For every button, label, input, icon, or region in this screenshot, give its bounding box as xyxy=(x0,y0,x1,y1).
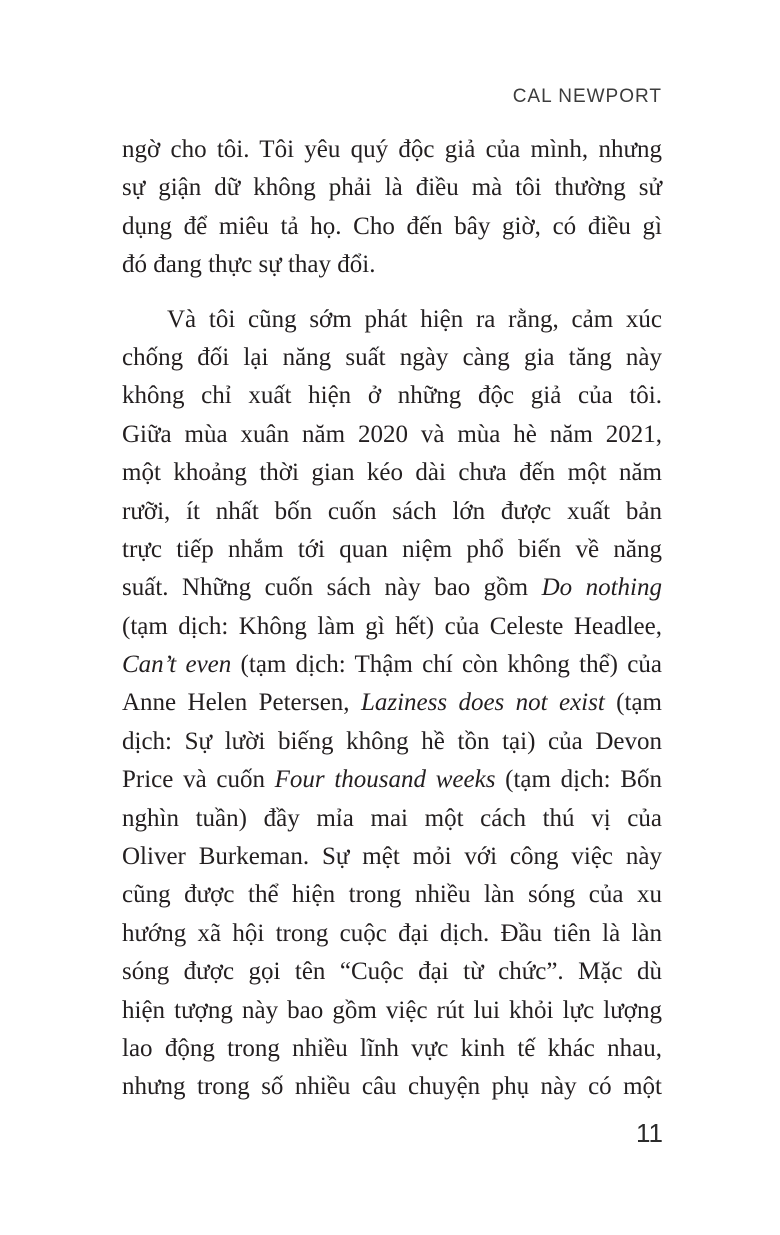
text-line xyxy=(122,992,662,1030)
text-segment: đó đang thực sự thay đổi. xyxy=(122,251,376,279)
text-line xyxy=(122,416,662,454)
text-segment: (tạm dịch: Thậm chí còn không thể) của xyxy=(231,651,662,679)
text-line xyxy=(122,569,662,607)
text-segment: cũng được thể hiện trong nhiều làn sóng của xu xyxy=(122,881,662,909)
text-segment: (tạm dịch: Không làm gì hết) của Celeste Headlee, xyxy=(122,612,662,640)
text-segment: không chỉ xuất hiện ở những độc giả của tôi. xyxy=(122,382,662,410)
text-line xyxy=(122,953,662,991)
text-segment: dịch: Sự lười biếng không hề tồn tại) của Devon xyxy=(122,727,662,755)
text-segment: (tạm xyxy=(604,689,662,717)
text-line xyxy=(122,493,662,531)
text-segment: dụng để miêu tả họ. Cho đến bây giờ, có điều gì xyxy=(122,212,662,240)
running-header-author: CAL NEWPORT xyxy=(512,86,662,107)
text-segment: sự giận dữ không phải là điều mà tôi thường sử xyxy=(122,174,662,202)
text-line xyxy=(122,454,662,492)
text-line xyxy=(122,531,662,569)
text-segment: Giữa mùa xuân năm 2020 và mùa hè năm 2021, xyxy=(122,420,662,448)
text-line xyxy=(122,608,662,646)
text-segment: chống đối lại năng suất ngày càng gia tăng này xyxy=(122,343,662,371)
book-title-italic: Do nothing xyxy=(541,574,662,602)
text-segment: suất. Những cuốn sách này bao gồm xyxy=(122,574,542,602)
text-line xyxy=(122,208,662,246)
text-segment: nhưng trong số nhiều câu chuyện phụ này có một xyxy=(122,1073,662,1101)
text-segment: ngờ cho tôi. Tôi yêu quý độc giả của mình, nhưng xyxy=(122,136,662,163)
text-segment: lao động trong nhiều lĩnh vực kinh tế khác nhau, xyxy=(122,1034,662,1062)
text-segment: rưỡi, ít nhất bốn cuốn sách lớn được xuất bản xyxy=(122,497,662,525)
body-text xyxy=(122,131,662,1107)
text-segment: trực tiếp nhắm tới quan niệm phổ biến về năng xyxy=(122,535,662,563)
text-line xyxy=(122,800,662,838)
text-segment: nghìn tuần) đầy mỉa mai một cách thú vị của xyxy=(122,804,662,832)
text-segment: Và tôi cũng sớm phát hiện ra rằng, cảm xúc xyxy=(167,305,662,333)
text-line xyxy=(122,246,662,284)
book-title-italic: Four thousand weeks xyxy=(274,766,496,794)
text-segment: hiện tượng này bao gồm việc rút lui khỏi lực lượng xyxy=(122,996,662,1024)
text-line xyxy=(122,915,662,953)
text-segment: Anne Helen Petersen, xyxy=(122,689,361,717)
text-line xyxy=(122,723,662,761)
text-line xyxy=(122,646,662,684)
text-line xyxy=(122,301,662,339)
text-line xyxy=(122,1068,662,1106)
text-line xyxy=(122,761,662,799)
book-title-italic: Can’t even xyxy=(122,651,232,679)
text-segment: (tạm dịch: Bốn xyxy=(495,766,662,794)
text-segment: một khoảng thời gian kéo dài chưa đến một năm xyxy=(122,459,662,487)
text-line xyxy=(122,131,662,169)
text-segment: Oliver Burkeman. Sự mệt mỏi với công việc này xyxy=(122,843,662,871)
text-line xyxy=(122,377,662,415)
text-line xyxy=(122,339,662,377)
text-segment: hướng xã hội trong cuộc đại dịch. Đầu tiên là làn xyxy=(122,919,662,947)
text-segment: Price và cuốn xyxy=(122,766,275,794)
text-line xyxy=(122,838,662,876)
page-number: 11 xyxy=(636,1118,663,1148)
text-line xyxy=(122,684,662,722)
text-segment: sóng được gọi tên “Cuộc đại từ chức”. Mặc dù xyxy=(122,958,662,986)
text-line xyxy=(122,169,662,207)
text-line xyxy=(122,876,662,914)
text-line xyxy=(122,1030,662,1068)
book-title-italic: Laziness does not exist xyxy=(360,689,605,717)
